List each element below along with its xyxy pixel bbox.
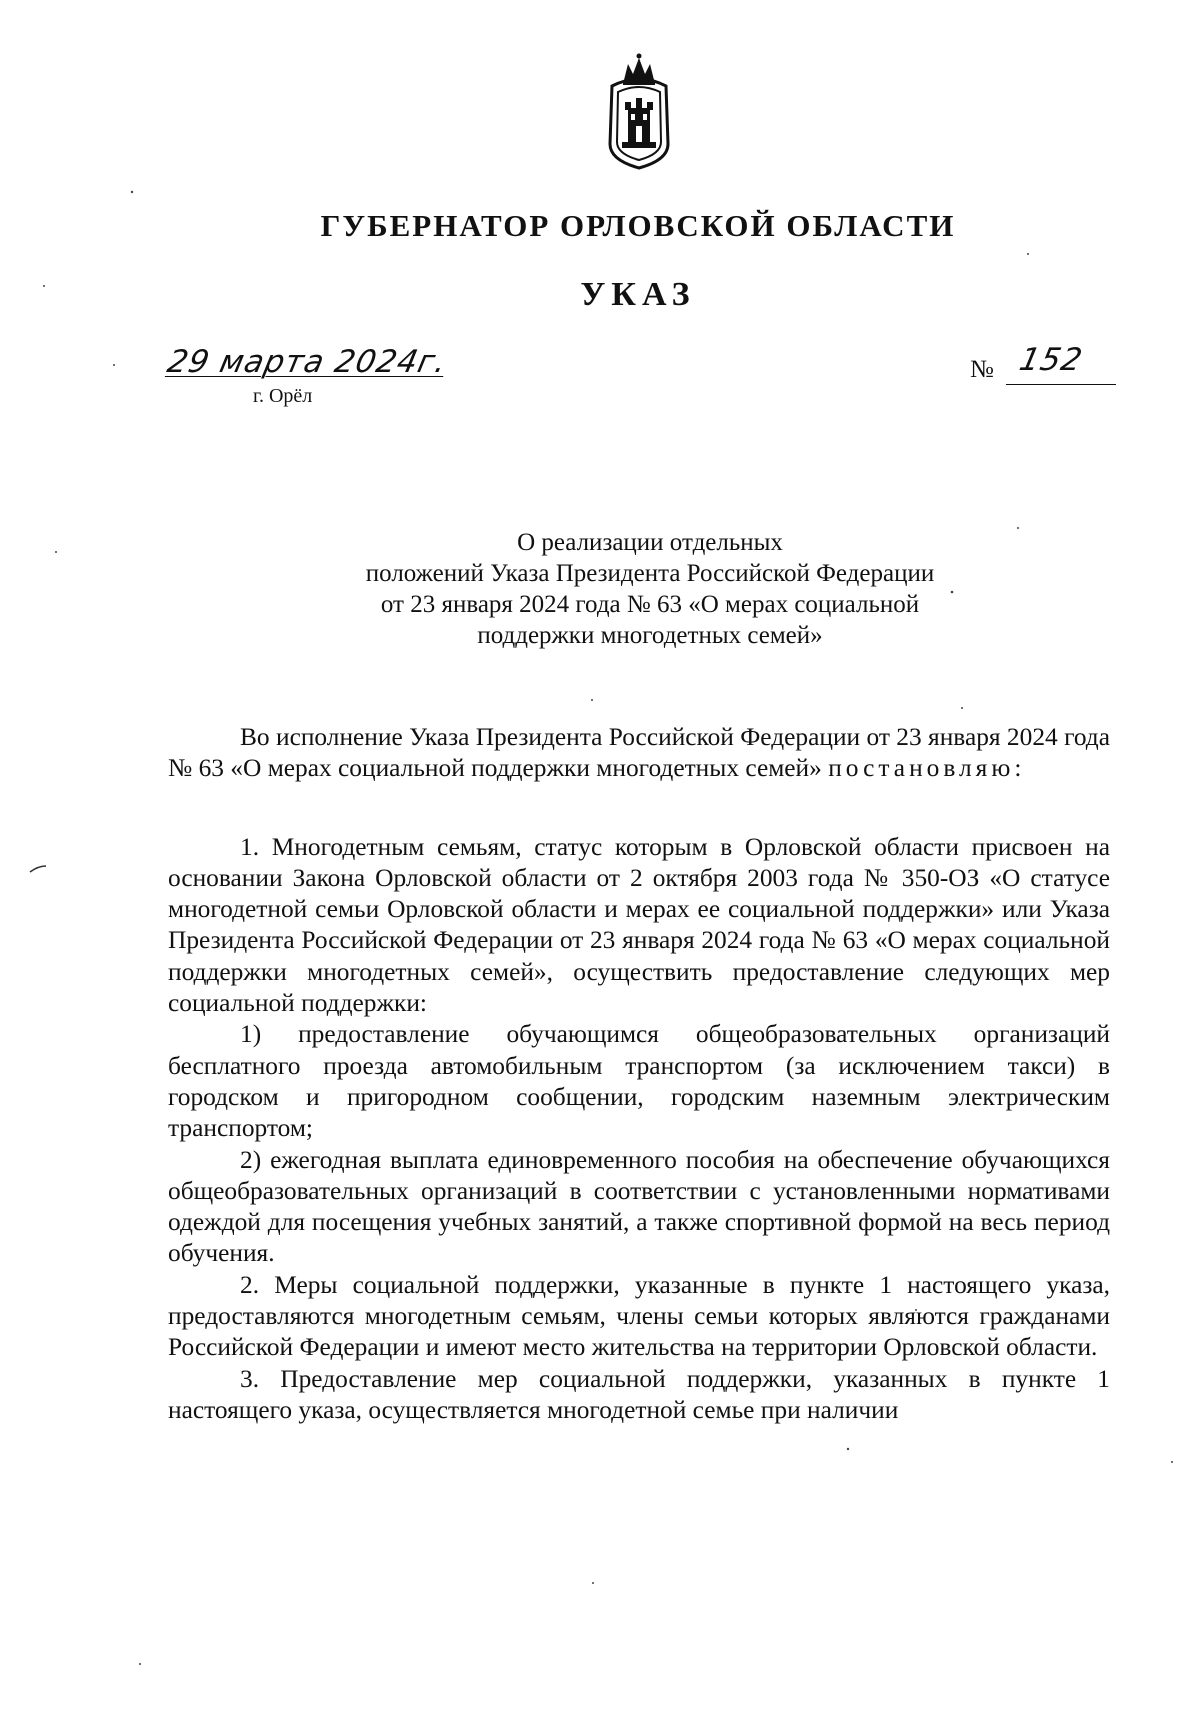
- number-sign: №: [970, 356, 994, 383]
- title-line: О реализации отдельных: [517, 529, 783, 556]
- paragraph-1-item-1: 1) предоставление обучающимся общеобразовательных организаций бесплатного проезда автомобильным транспортом (за исключением такси) в городском и пригородном сообщении, городским наземным электрическим транспортом;: [168, 1020, 1110, 1143]
- paragraph-1: 1. Многодетным семьям, статус которым в Орловской области присвоен на основании Закона Орловской области от 2 октября 2003 года № 350-ОЗ «О статусе многодетной семьи Орловской области и мерах ее социальной поддержки» или Указа Президента Российской Федерации от 23 января 2024 года № 63 «О мерах социальной поддержки многодетных семей», осуществить предоставление следующих мер социальной поддержки:: [168, 832, 1110, 1018]
- handwritten-number: 152: [1016, 342, 1086, 378]
- decree-title: [240, 527, 1060, 651]
- paragraph-1-item-2: 2) ежегодная выплата единовременного пособия на обеспечение обучающихся общеобразовательных организаций в соответствии с установленными нормативами одеждой для посещения учебных занятий, а также спортивной формой на весь период обучения.: [168, 1145, 1110, 1268]
- document-type: УКАЗ: [580, 276, 696, 313]
- number-underline: [1006, 384, 1116, 385]
- title-line: от 23 января 2024 года № 63 «О мерах социальной: [380, 591, 920, 618]
- title-line: поддержки многодетных семей»: [477, 622, 823, 649]
- issuing-authority: ГУБЕРНАТОР ОРЛОВСКОЙ ОБЛАСТИ: [320, 208, 956, 243]
- handwritten-date: 29 марта 2024г.: [164, 344, 451, 380]
- coat-of-arms-emblem: [598, 52, 680, 172]
- paragraph-3: 3. Предоставление мер социальной поддержки, указанных в пункте 1 настоящего указа, осуществляется многодетной семье при наличии: [168, 1364, 1110, 1424]
- date-block: [164, 344, 468, 407]
- title-line: положений Указа Президента Российской Федерации: [365, 560, 935, 587]
- paragraph-2: 2. Меры социальной поддержки, указанные в пункте 1 настоящего указа, предоставляются многодетным семьям, члены семьи которых являются гражданами Российской Федерации и имеют место жительства на территории Орловской области.: [168, 1270, 1110, 1362]
- city-label: г. Орёл: [253, 385, 313, 407]
- decree-body: [168, 722, 1110, 1426]
- preamble-text: Во исполнение Указа Президента Российской Федерации от 23 января 2024 года № 63 «О мерах социальной поддержки многодетных семей»: [168, 723, 1110, 783]
- paragraph-gap: [168, 785, 1110, 832]
- decree-number-block: [970, 342, 1120, 390]
- preamble-paragraph: [168, 722, 1110, 785]
- preamble-keyword: постановляю:: [828, 754, 1026, 783]
